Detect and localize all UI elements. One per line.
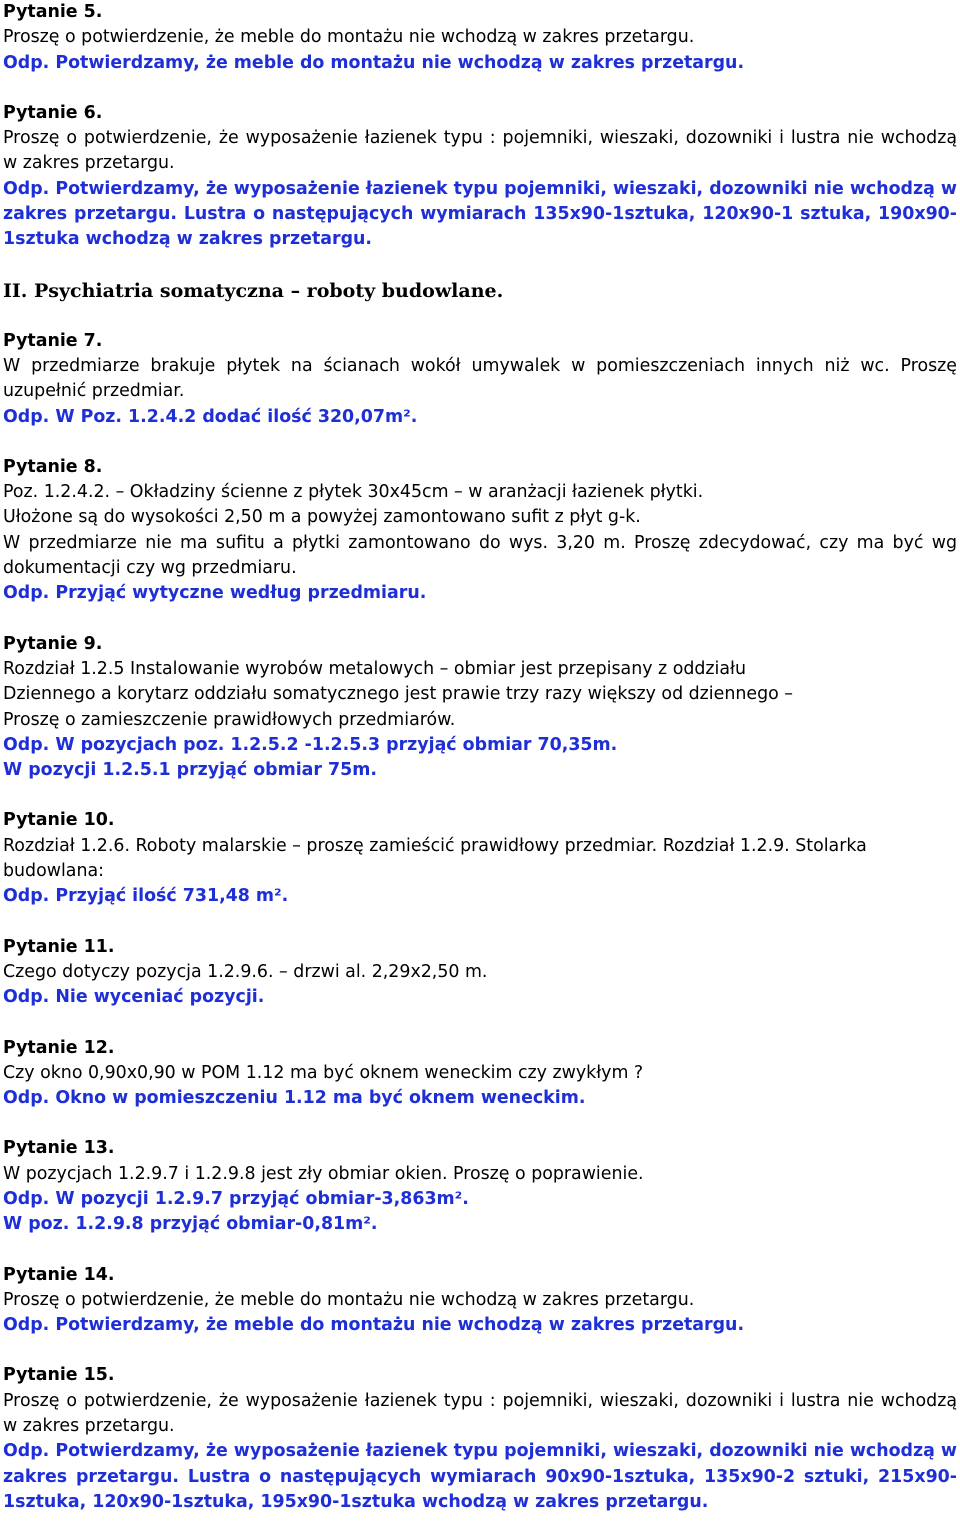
answer-text: Odp. Okno w pomieszczeniu 1.12 ma być oknem weneckim. — [3, 1088, 586, 1109]
question-7 — [3, 329, 957, 430]
question-text-line: Rozdział 1.2.5 Instalowanie wyrobów metalowych – obmiar jest przepisany z oddziału — [3, 658, 747, 679]
question-text: Czy okno 0,90x0,90 w POM 1.12 ma być oknem weneckim czy zwykłym ? — [3, 1062, 644, 1083]
question-text: Proszę o potwierdzenie, że wyposażenie łazienek typu : pojemniki, wieszaki, dozowniki i lustra nie wchodzą w zakres przetargu. — [3, 128, 957, 174]
question-15 — [3, 1363, 957, 1515]
answer-text: W poz. 1.2.9.8 przyjąć obmiar-0,81m². — [3, 1214, 378, 1235]
answer-text: Odp. Potwierdzamy, że wyposażenie łazienek typu pojemniki, wieszaki, dozowniki nie wchodzą w zakres przetargu. Lustra o następujących wymiarach 135x90-1sztuka, 120x90-1 sztuka, 190x90-1sztuka wchodzą w zakres przetargu. — [3, 178, 957, 250]
question-text: Proszę o potwierdzenie, że wyposażenie łazienek typu : pojemniki, wieszaki, dozowniki i lustra nie wchodzą w zakres przetargu. — [3, 1390, 957, 1437]
question-12 — [3, 1036, 957, 1112]
answer-text: Odp. Nie wyceniać pozycji. — [3, 987, 265, 1008]
question-text: W pozycjach 1.2.9.7 i 1.2.9.8 jest zły obmiar okien. Proszę o poprawienie. — [3, 1163, 644, 1184]
question-5 — [3, 0, 957, 76]
question-text: W przedmiarze brakuje płytek na ścianach wokół umywalek w pomieszczeniach innych niż wc. Proszę uzupełnić przedmiar. — [3, 355, 957, 402]
question-title: Pytanie 13. — [3, 1138, 115, 1159]
answer-text: W pozycji 1.2.5.1 przyjąć obmiar 75m. — [3, 760, 377, 781]
question-title: Pytanie 10. — [3, 810, 115, 831]
question-text: Proszę o potwierdzenie, że meble do montażu nie wchodzą w zakres przetargu. — [3, 27, 695, 48]
question-title: Pytanie 11. — [3, 936, 115, 957]
question-10 — [3, 808, 957, 909]
answer-text: Odp. Potwierdzamy, że meble do montażu nie wchodzą w zakres przetargu. — [3, 52, 745, 73]
question-6 — [3, 101, 957, 253]
question-text: Proszę o potwierdzenie, że meble do montażu nie wchodzą w zakres przetargu. — [3, 1289, 695, 1310]
answer-text: Odp. Przyjąć wytyczne według przedmiaru. — [3, 583, 427, 604]
question-text-line: Ułożone są do wysokości 2,50 m a powyżej zamontowano sufit z płyt g-k. — [3, 507, 641, 528]
question-title: Pytanie 14. — [3, 1264, 115, 1285]
question-text-line: Poz. 1.2.4.2. – Okładziny ścienne z płytek 30x45cm – w aranżacji łazienek płytki. — [3, 482, 704, 503]
question-11 — [3, 935, 957, 1011]
answer-text: Odp. W Poz. 1.2.4.2 dodać ilość 320,07m². — [3, 406, 418, 427]
question-text-line: W przedmiarze nie ma sufitu a płytki zamontowano do wys. 3,20 m. Proszę zdecydować, czy ma być wg dokumentacji czy wg przedmiaru. — [3, 532, 957, 579]
answer-text: Odp. Potwierdzamy, że meble do montażu nie wchodzą w zakres przetargu. — [3, 1315, 745, 1336]
question-14 — [3, 1263, 957, 1339]
question-text-line: Dziennego a korytarz oddziału somatycznego jest prawie trzy razy większy od dziennego – — [3, 684, 793, 705]
question-title: Pytanie 15. — [3, 1365, 115, 1386]
section-title: II. Psychiatria somatyczna – roboty budowlane. — [3, 279, 504, 302]
question-8 — [3, 455, 957, 607]
answer-text: Odp. Przyjąć ilość 731,48 m². — [3, 886, 289, 907]
question-text: Czego dotyczy pozycja 1.2.9.6. – drzwi al. 2,29x2,50 m. — [3, 961, 488, 982]
question-title: Pytanie 5. — [3, 2, 103, 22]
question-title: Pytanie 6. — [3, 102, 103, 123]
question-title: Pytanie 9. — [3, 633, 103, 654]
question-13 — [3, 1136, 957, 1237]
question-title: Pytanie 8. — [3, 456, 103, 477]
question-text-line: Proszę o zamieszczenie prawidłowych przedmiarów. — [3, 709, 456, 730]
answer-text: Odp. W pozycjach poz. 1.2.5.2 -1.2.5.3 przyjąć obmiar 70,35m. — [3, 734, 618, 755]
question-title: Pytanie 7. — [3, 330, 103, 351]
answer-text: Odp. W pozycji 1.2.9.7 przyjąć obmiar-3,863m². — [3, 1188, 469, 1209]
question-title: Pytanie 12. — [3, 1037, 115, 1058]
question-text: Rozdział 1.2.6. Roboty malarskie – proszę zamieścić prawidłowy przedmiar. Rozdział 1.2.9. Stolarka budowlana: — [3, 835, 867, 882]
question-9 — [3, 632, 957, 784]
answer-text: Odp. Potwierdzamy, że wyposażenie łazienek typu pojemniki, wieszaki, dozowniki nie wchodzą w zakres przetargu. Lustra o następujących wymiarach 90x90-1sztuka, 135x90-2 sztuki, 215x90-1sztuka, 120x90-1sztuka, 195x90-1sztuka wchodzą w zakres przetargu. — [3, 1441, 957, 1512]
